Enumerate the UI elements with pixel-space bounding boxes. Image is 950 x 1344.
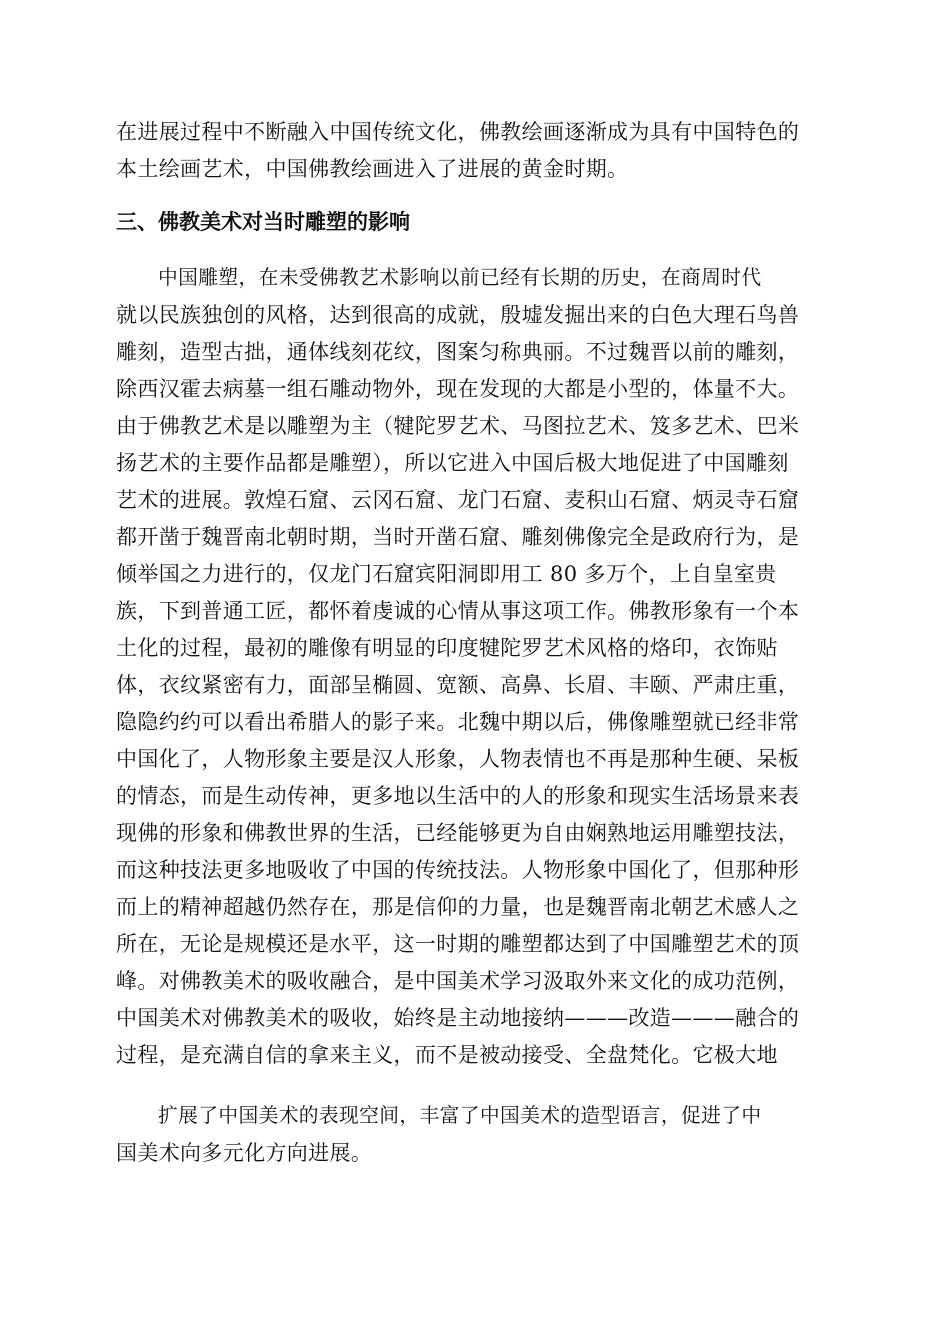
intro-line: 本土绘画艺术，中国佛教绘画进入了进展的黄金时期。 — [116, 157, 629, 181]
body-line: 所在，无论是规模还是水平，这一时期的雕塑都达到了中国雕塑艺术的顶 — [116, 932, 800, 956]
body-line: 中国雕塑，在未受佛教艺术影响以前已经有长期的历史，在商周时代 — [158, 266, 762, 289]
body-line: 过程，是充满自信的拿来主义，而不是被动接受、全盘梵化。它极大地 — [116, 1043, 778, 1067]
body-line: 雕刻，造型古拙，通体线刻花纹，图案匀称典丽。不过魏晋以前的雕刻， — [116, 340, 800, 364]
body-line: 土化的过程，最初的雕像有明显的印度犍陀罗艺术风格的烙印，衣饰贴 — [116, 636, 778, 660]
body-line: 而上的精神超越仍然存在，那是信仰的力量，也是魏晋南北朝艺术感人之 — [116, 895, 800, 919]
intro-line: 在进展过程中不断融入中国传统文化，佛教绘画逐渐成为具有中国特色的 — [116, 120, 800, 144]
body-line: 现佛的形象和佛教世界的生活，已经能够更为自由娴熟地运用雕塑技法， — [116, 821, 800, 845]
body-line: 中国美术对佛教美术的吸收，始终是主动地接纳———改造———融合的 — [116, 1006, 800, 1030]
body-line: 隐隐约约可以看出希腊人的影子来。北魏中期以后，佛像雕塑就已经非常 — [116, 710, 800, 734]
body-line: 的情态，而是生动传神，更多地以生活中的人的形象和现实生活场景来表 — [116, 784, 800, 808]
body-line: 倾举国之力进行的，仅龙门石窟宾阳洞即用工 80 多万个，上自皇室贵 — [116, 562, 777, 586]
body-line: 体，衣纹紧密有力，面部呈椭圆、宽额、高鼻、长眉、丰颐、严肃庄重， — [116, 673, 800, 697]
body-line: 扬艺术的主要作品都是雕塑），所以它进入中国后极大地促进了中国雕刻 — [116, 451, 789, 475]
closing-line: 国美术向多元化方向进展。 — [116, 1141, 373, 1165]
section-heading: 三、佛教美术对当时雕塑的影响 — [116, 210, 410, 234]
body-line: 除西汉霍去病墓一组石雕动物外，现在发现的大都是小型的，体量不大。 — [116, 377, 800, 401]
body-line: 都开凿于魏晋南北朝时期，当时开凿石窟、雕刻佛像完全是政府行为，是 — [116, 525, 800, 549]
body-line: 而这种技法更多地吸收了中国的传统技法。人物形象中国化了，但那种形 — [116, 858, 800, 882]
body-line: 中国化了，人物形象主要是汉人形象，人物表情也不再是那种生硬、呆板 — [116, 747, 800, 771]
body-line: 艺术的进展。敦煌石窟、云冈石窟、龙门石窟、麦积山石窟、炳灵寺石窟 — [116, 488, 800, 512]
body-line: 就以民族独创的风格，达到很高的成就，殷墟发掘出来的白色大理石鸟兽 — [116, 303, 800, 327]
body-line: 族，下到普通工匠，都怀着虔诚的心情从事这项工作。佛教形象有一个本 — [116, 599, 800, 623]
closing-line: 扩展了中国美术的表现空间，丰富了中国美术的造型语言，促进了中 — [158, 1104, 762, 1127]
body-line: 由于佛教艺术是以雕塑为主（犍陀罗艺术、马图拉艺术、笈多艺术、巴米 — [116, 414, 800, 438]
body-line: 峰。对佛教美术的吸收融合，是中国美术学习汲取外来文化的成功范例， — [116, 969, 800, 993]
